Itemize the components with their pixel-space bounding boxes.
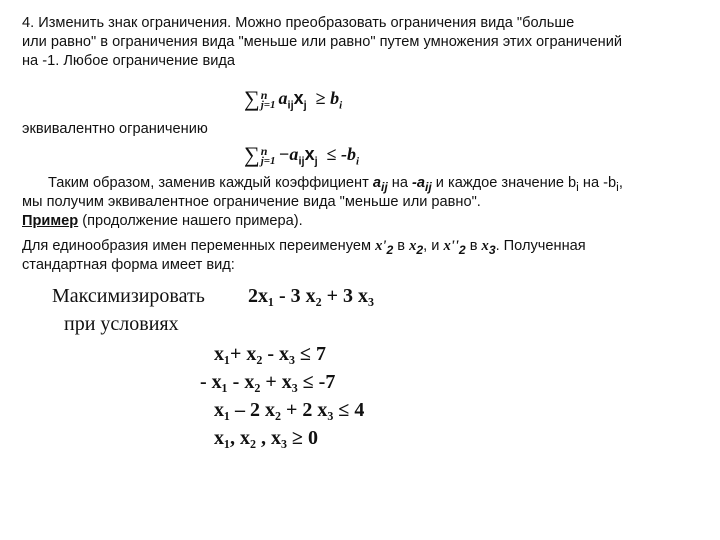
sum-upper: n: [260, 143, 268, 158]
p1-neg-aij: -a: [412, 175, 425, 191]
subject-to-label: при условиях: [64, 313, 179, 335]
sum-symbol: ∑: [244, 142, 260, 167]
p4-x4-sub: 3: [488, 242, 496, 257]
formula-less-equal: [244, 142, 359, 173]
rhs: b: [330, 88, 340, 108]
paragraph-line-5: стандартная форма имеет вид:: [22, 257, 235, 273]
constraint-3: x₁ – 2 x₂ + 2 x₃ ≤ 4: [214, 399, 365, 421]
sum-symbol: ∑: [244, 86, 260, 111]
var: x: [304, 144, 315, 164]
p1-neg-bi-sub: i: [616, 179, 619, 194]
p1-aij: a: [372, 175, 381, 191]
example-line: [22, 212, 702, 230]
sum-lower: j=1: [260, 154, 276, 167]
p4-text-c: , и: [423, 238, 444, 254]
coef: −a: [278, 144, 299, 164]
rhs-sub: i: [356, 155, 360, 168]
constraint-2: - x₁ - x₂ + x₃ ≤ -7: [200, 371, 336, 393]
relation: ≤: [326, 144, 337, 164]
intro-line-1: 4. Изменить знак ограничения. Можно преобразовать ограничения вида "больше: [22, 15, 575, 31]
p1-text-a: Таким образом, заменив каждый коэффициент: [48, 175, 373, 191]
p1-neg-aij-sub: ij: [424, 179, 432, 194]
p4-x3: x'': [443, 238, 459, 254]
p4-x2-sub: 2: [416, 242, 424, 257]
equiv-line: эквивалентно ограничению: [22, 121, 208, 137]
p4-x2: x: [409, 238, 417, 254]
p1-aij-sub: ij: [380, 179, 388, 194]
objective-function: 2x₁ - 3 x₂ + 3 x₃: [248, 285, 375, 307]
p4-text-b: в: [393, 238, 410, 254]
p1-bi-sub: i: [576, 179, 579, 194]
p4-x1-sub: 2: [386, 242, 394, 257]
constraint-1: x₁+ x₂ - x₃ ≤ 7: [214, 343, 327, 365]
var: x: [293, 88, 304, 108]
intro-line-2: или равно" в ограничения вида "меньше или равно" путем умножения этих ограничений: [22, 34, 623, 50]
rhs-sub: i: [339, 99, 343, 112]
p4-text-d: в: [465, 238, 482, 254]
p1-text-c: и каждое значение b: [431, 175, 577, 191]
coef: a: [278, 88, 288, 108]
p4-x4: x: [481, 238, 489, 254]
nonnegativity-constraint: x₁, x₂ , x₃ ≥ 0: [214, 427, 318, 449]
example-rest: (продолжение нашего примера).: [78, 213, 303, 229]
p1-text-d: на -b: [578, 175, 617, 191]
var-sub: j: [303, 99, 307, 112]
p4-x1: x': [375, 238, 387, 254]
coef-sub: ij: [298, 155, 305, 168]
p1-text-e: ,: [618, 175, 623, 191]
sum-lower: j=1: [260, 98, 276, 111]
sum-limits: [260, 143, 276, 167]
paragraph-line-2: мы получим эквивалентное ограничение вида "меньше или равно".: [22, 194, 481, 210]
coef-sub: ij: [287, 99, 294, 112]
p1-text-b: на: [387, 175, 412, 191]
maximize-label: Максимизировать: [52, 285, 205, 307]
sum-limits: [260, 87, 276, 111]
relation: ≥: [315, 88, 326, 108]
p4-x3-sub: 2: [458, 242, 466, 257]
p4-text-a: Для единообразия имен переменных переименуем: [22, 238, 376, 254]
example-label: Пример: [22, 213, 79, 229]
p4-text-e: . Полученная: [495, 238, 586, 254]
sum-upper: n: [260, 87, 268, 102]
intro-line-3: на -1. Любое ограничение вида: [22, 53, 236, 69]
rhs: -b: [341, 144, 357, 164]
formula-greater-equal: [244, 86, 342, 117]
var-sub: j: [314, 155, 318, 168]
